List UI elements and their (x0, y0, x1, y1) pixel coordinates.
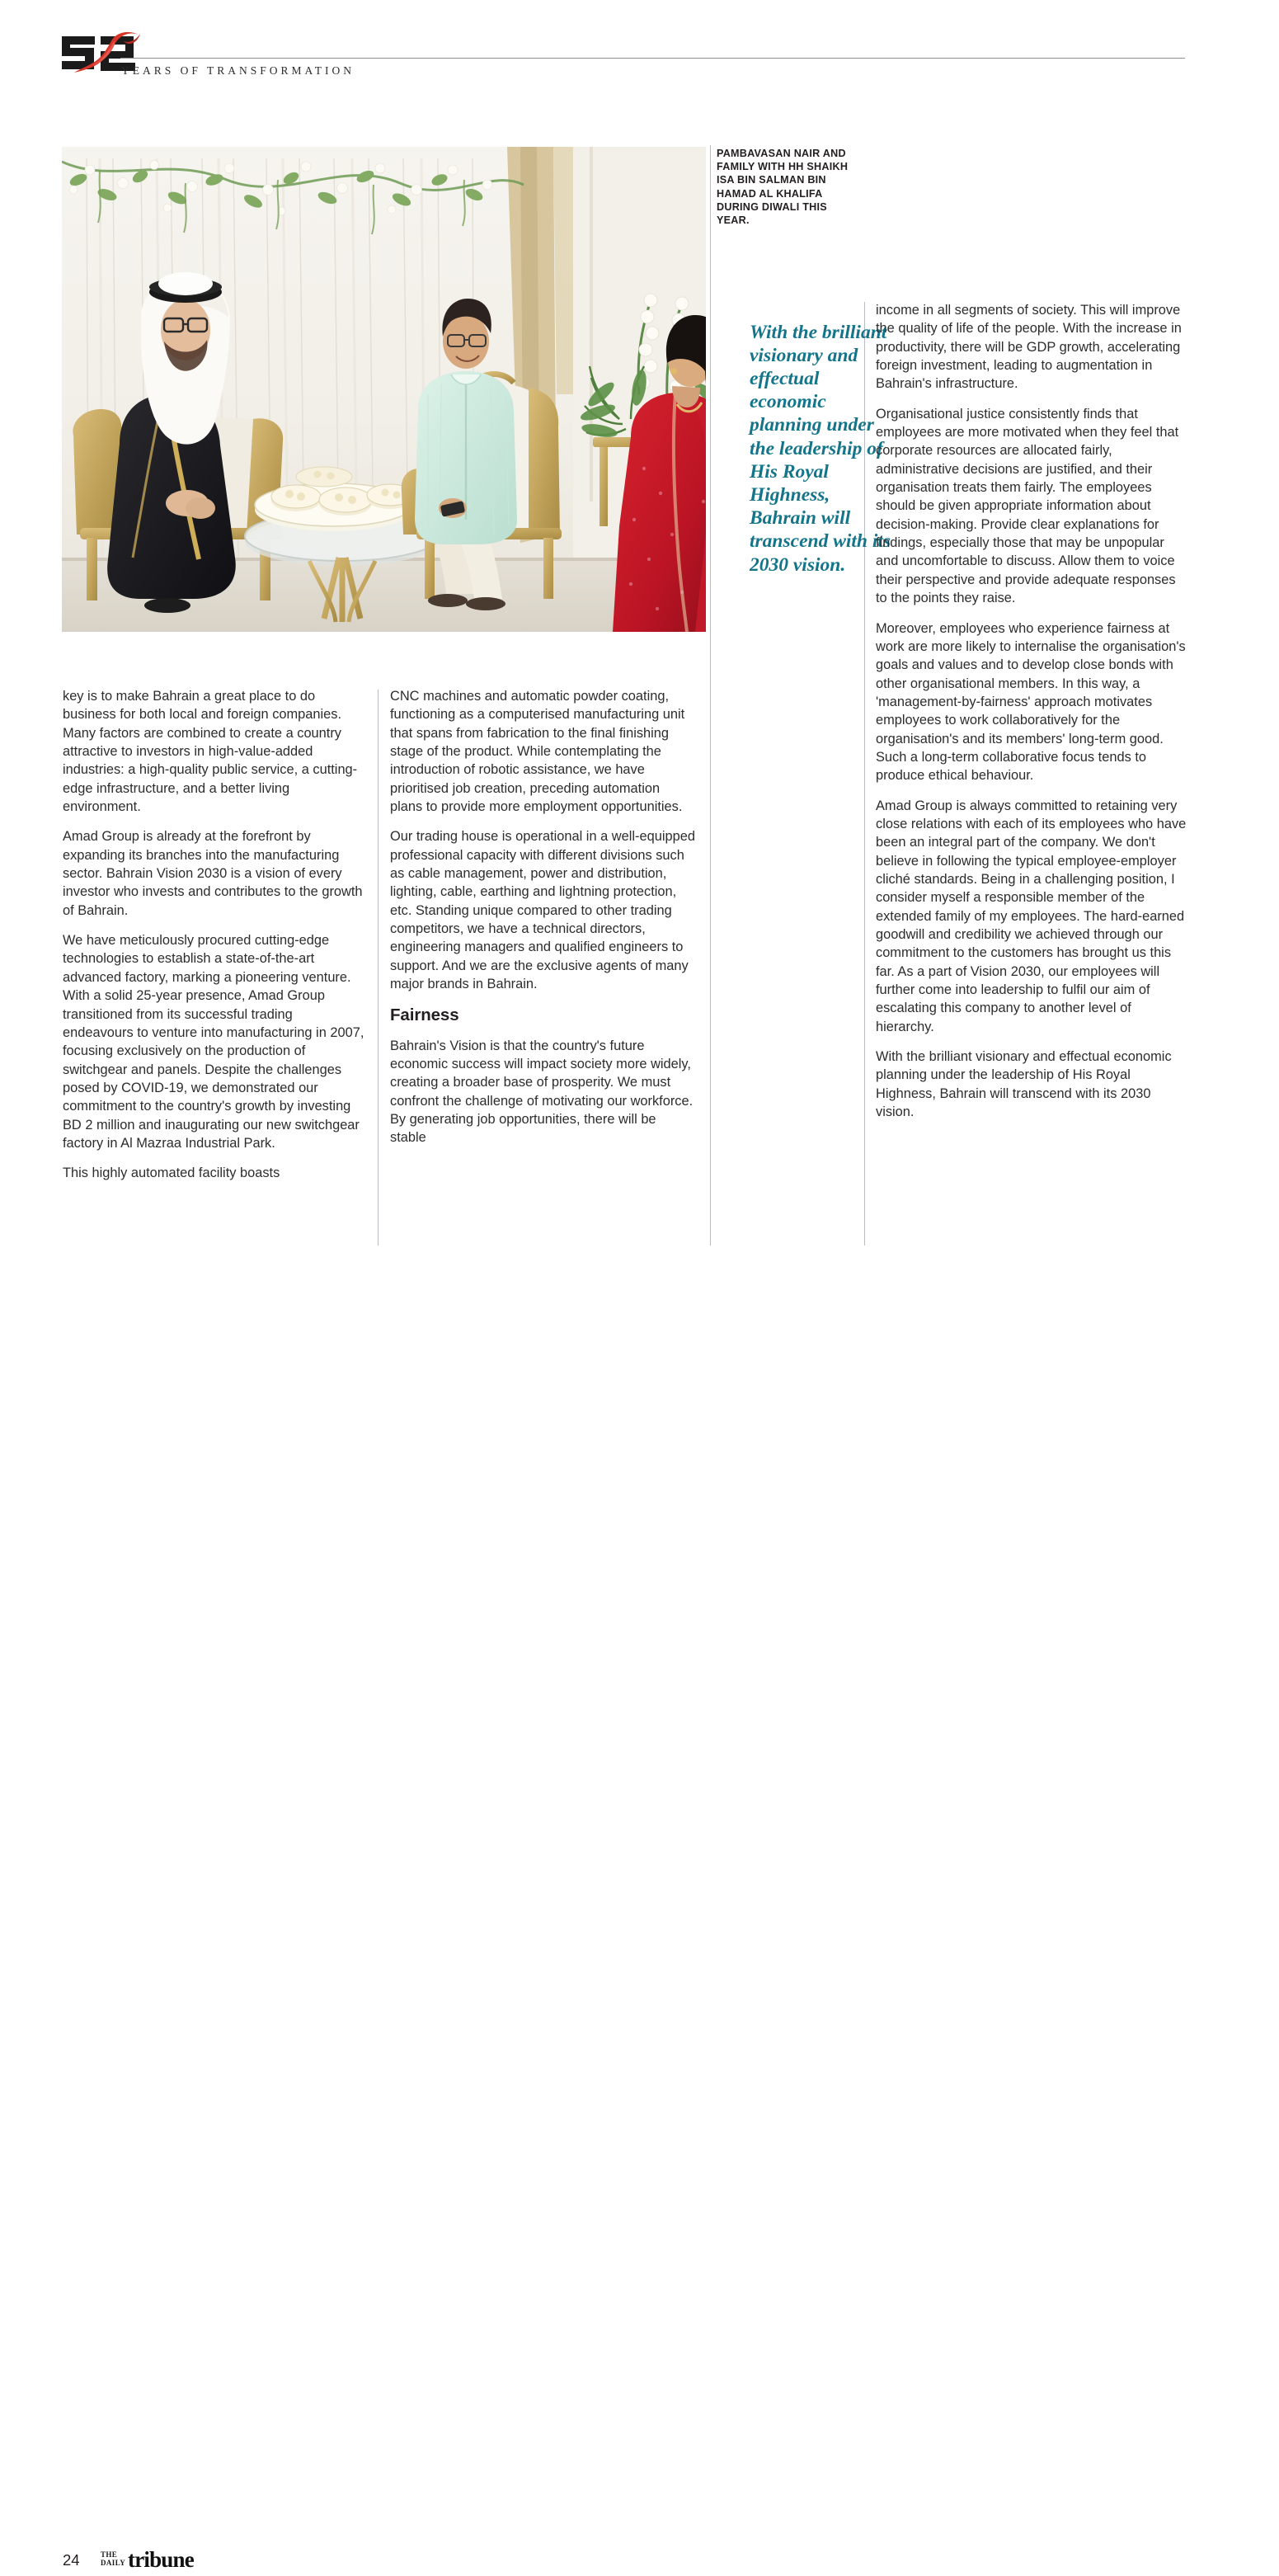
masthead-divider-rule (120, 58, 1185, 59)
paragraph: Bahrain's Vision is that the country's future economic success will impact society more widely, creating a broader base of prosperity. We must confront the challenge of motivating our workforce. By generating job opportunities, there will be stable (390, 1038, 694, 1146)
paragraph: CNC machines and automatic powder coating, functioning as a computerised manufacturing unit that spans from fabrication to the final finishing stage of the product. While contemplating the introduction of robotic assistance, we have prioritised job creation, preceding automation plans to provide more employment opportunities. (390, 689, 685, 815)
page-footer (0, 1270, 1279, 2572)
paragraph: Amad Group is already at the forefront by expanding its branches into the manufacturing sector. Bahrain Vision 2030 is a vision of every investor who invests and contributes to the growth of Bahrain. (63, 829, 363, 918)
pull-quote: With the brilliant visionary and effectual economic planning under the leadership of His Royal Highness, Bahrain will transcend with its 2030 vision. (750, 321, 891, 576)
masthead-tagline: YEARS OF TRANSFORMATION (121, 64, 355, 77)
logo-daily-text: DAILY (101, 2559, 126, 2567)
paragraph: With the brilliant visionary and effectual economic planning under the leadership of His Royal Highness, Bahrain will transcend with its 2030 vision. (876, 1049, 1172, 1120)
section-heading-fairness: Fairness (390, 1005, 459, 1024)
photo-caption: PAMBAVASAN NAIR AND FAMILY WITH HH SHAIKH ISA BIN SALMAN BIN HAMAD AL KHALIFA DURING DIWALI THIS YEAR. (717, 148, 849, 227)
paragraph: Our trading house is operational in a well-equipped professional capacity with different divisions such as cable management, power and distribution, lighting, cable, earthing and lightning protection, etc. Standing unique compared to other trading competitors, we have a technical directors, engineering managers and qualified engineers to support. And we are the exclusive agents of many major brands in Bahrain. (390, 829, 695, 992)
paragraph: This highly automated facility boasts (63, 1166, 280, 1181)
logo-tribune-text: tribune (128, 2547, 194, 2572)
column-divider-rule-quote (710, 145, 711, 1246)
daily-tribune-logo (101, 2547, 209, 2572)
body-column-middle (390, 687, 695, 1147)
page-masthead (0, 0, 1279, 99)
paragraph: income in all segments of society. This will improve the quality of life of the people. With the increase in productivity, there will be GDP growth, accelerating foreign investment, leading to augmentation in Bahrain's infrastructure. (876, 303, 1182, 392)
paragraph: Organisational justice consistently finds that employees are more motivated when they feel that corporate resources are allocated fairly, administrative decisions are justified, and their organisation treats them fairly. The employees should be given appropriate information about decision-making. Provide clear explanations for findings, especially those that may be unpopular and uncomfortable to discuss. Allow them to voice their perspective and provide adequate responses to the points they raise. (876, 406, 1179, 606)
paragraph: We have meticulously procured cutting-edge technologies to establish a state-of-the-art advanced factory, marking a pioneering venture. With a solid 25-year presence, Amad Group transitioned from its successful trading endeavours to venture into manufacturing in 2007, focusing exclusively on the production of switchgear and panels. Despite the challenges posed by COVID-19, we demonstrated our commitment to the country's growth by investing BD 2 million and inaugurating our new switchgear factory in Al Mazraa Industrial Park. (63, 933, 364, 1151)
body-column-right (876, 301, 1187, 1121)
article-photo (62, 147, 706, 632)
page-number: 24 (63, 2551, 80, 2569)
paragraph: Amad Group is always committed to retaining very close relations with each of its employees who have been an integral part of the company. We don't believe in following the typical employee-employer cliché standards. Being in a challenging position, I consider myself a responsible member of the extended family of my employees. The hard-earned goodwill and credibility we achieved through our commitment to the customers has brought us this far. As a part of Vision 2030, our employees will further come into leadership to fulfil our aim of escalating this company to another level of hierarchy. (876, 798, 1187, 1034)
column-divider-rule-middle (378, 690, 379, 1246)
logo-the-text: THE (101, 2550, 118, 2559)
paragraph: Moreover, employees who experience fairness at work are more likely to internalise the organisation's goals and values and to develop close bonds with other organisational members. In this way, a 'management-by-fairness' approach motivates employees to work collaboratively for the organisation's and its members' long-term good. Such a long-term collaborative focus tends to produce ethical behaviour. (876, 620, 1186, 784)
body-column-left (63, 687, 364, 1183)
paragraph: key is to make Bahrain a great place to do business for both local and foreign companies. Many factors are combined to create a country attractive to investors in high-value-added industries: a high-quality public service, a cutting-edge infrastructure, and a better living environment. (63, 689, 358, 815)
